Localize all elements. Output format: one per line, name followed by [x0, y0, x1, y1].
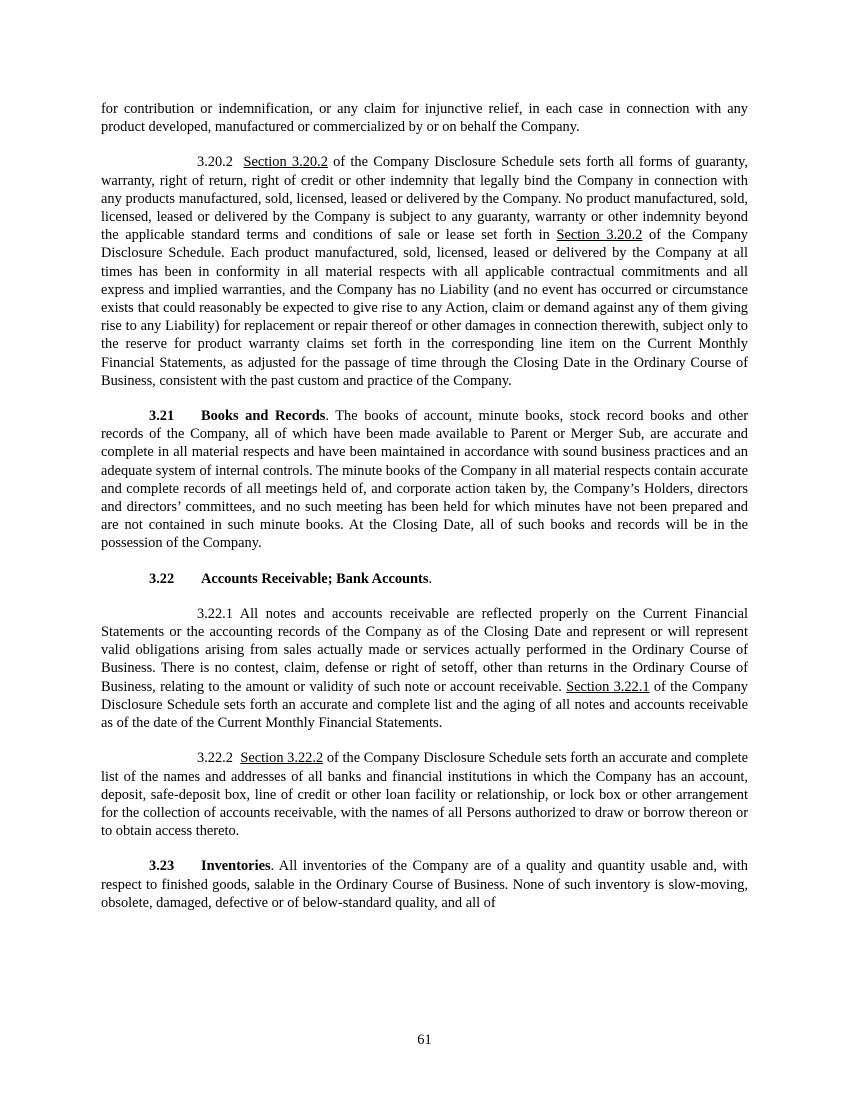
paragraph-3-22-1 — [101, 605, 748, 732]
section-reference: Section 3.20.2 — [243, 154, 328, 171]
paragraph-text: All notes and accounts receivable are reflected properly on the Current Financial Statements or the accounting records of the Company as of the Closing Date and represent or will represent valid obligations arising from sales actually made or services actually performed in the Ordinary Course of Business. There is no contest, claim, defense or right of setoff, other than returns in the Ordinary Course of Business, relating to the amount or validity of such note or account receivable. — [101, 605, 748, 695]
section-reference: Section 3.20.2 — [556, 227, 643, 244]
paragraph-text: . All inventories of the Company are of a quality and quantity usable and, with respect to finished goods, salable in the Ordinary Course of Business. None of such inventory is slow-moving, obsolete, damaged, defective or of below-standard quality, and all of — [101, 858, 748, 911]
section-number: 3.21 — [149, 408, 175, 425]
paragraph-text: of the Company Disclosure Schedule sets forth all forms of guaranty, warranty, right of return, right of credit or other indemnity that legally bind the Company in connection with any products manufactured, sold, licensed, leased or delivered by the Company. No product manufactured, sold, licensed, leased or delivered by the Company is subject to any guaranty, warranty or other indemnity beyond the applicable standard terms and conditions of sale or lease set forth in — [101, 154, 748, 244]
paragraph-3-23 — [101, 857, 748, 912]
paragraph-text: of the Company Disclosure Schedule. Each product manufactured, sold, licensed, leased or delivered by the Company at all times has been in conformity in all material respects with all applicable contractual commitments and all express and implied warranties, and the Company has no Liability (and no event has occurred or circumstance exists that could reasonably be expected to give rise to any Action, claim or demand against any of them giving rise to any Liability) for replacement or repair thereof or other damages in connection therewith, subject only to the reserve for product warranty claims set forth in the corresponding line item on the Current Monthly Financial Statements, as adjusted for the passage of time through the Closing Date in the Ordinary Course of Business, consistent with the past custom and practice of the Company. — [101, 227, 748, 389]
paragraph-3-21 — [101, 407, 748, 553]
section-number: 3.22.1 — [197, 605, 233, 622]
section-number: 3.20.2 — [197, 154, 233, 171]
section-reference: Section 3.22.2 — [240, 750, 324, 767]
document-page — [101, 100, 748, 929]
page-number: 61 — [417, 1032, 432, 1048]
heading-tail: . — [428, 570, 433, 587]
paragraph-continuation — [101, 100, 748, 136]
section-title: Books and Records — [201, 408, 326, 425]
section-number: 3.22.2 — [197, 750, 233, 767]
section-title: Inventories — [201, 858, 271, 875]
paragraph-text: of the Company Disclosure Schedule sets forth an accurate and complete list and the aging of all notes and accounts receivable as of the date of the Current Monthly Financial Statements. — [101, 678, 748, 732]
section-number: 3.23 — [149, 858, 175, 875]
heading-3-22 — [101, 570, 748, 588]
paragraph-text: for contribution or indemnification, or any claim for injunctive relief, in each case in connection with any product developed, manufactured or commercialized by or on behalf the Company. — [101, 101, 748, 136]
section-title: Accounts Receivable; Bank Accounts — [201, 570, 429, 587]
section-reference: Section 3.22.1 — [566, 678, 650, 695]
paragraph-text: . The books of account, minute books, stock record books and other records of the Company, all of which have been made available to Parent or Merger Sub, are accurate and complete in all material respects and have been maintained in accordance with sound business practices and an adequate system of internal controls. The minute books of the Company in all material respects contain accurate and complete records of all meetings held of, and corporate action taken by, the Company’s Holders, directors and directors’ committees, and no such meeting has been held for which minutes have not been prepared and are not contained in such minute books. At the Closing Date, all of such books and records will be in the possession of the Company. — [101, 408, 748, 552]
section-number: 3.22 — [149, 570, 175, 587]
paragraph-3-22-2 — [101, 749, 748, 840]
paragraph-3-20-2 — [101, 153, 748, 390]
paragraph-text: of the Company Disclosure Schedule sets forth an accurate and complete list of the names and addresses of all banks and financial institutions in which the Company has an account, deposit, safe-deposit box, line of credit or other loan facility or relationship, or lock box or other arrangement for the collection of accounts receivable, with the names of all Persons authorized to draw or borrow thereon or to obtain access thereto. — [101, 750, 749, 840]
